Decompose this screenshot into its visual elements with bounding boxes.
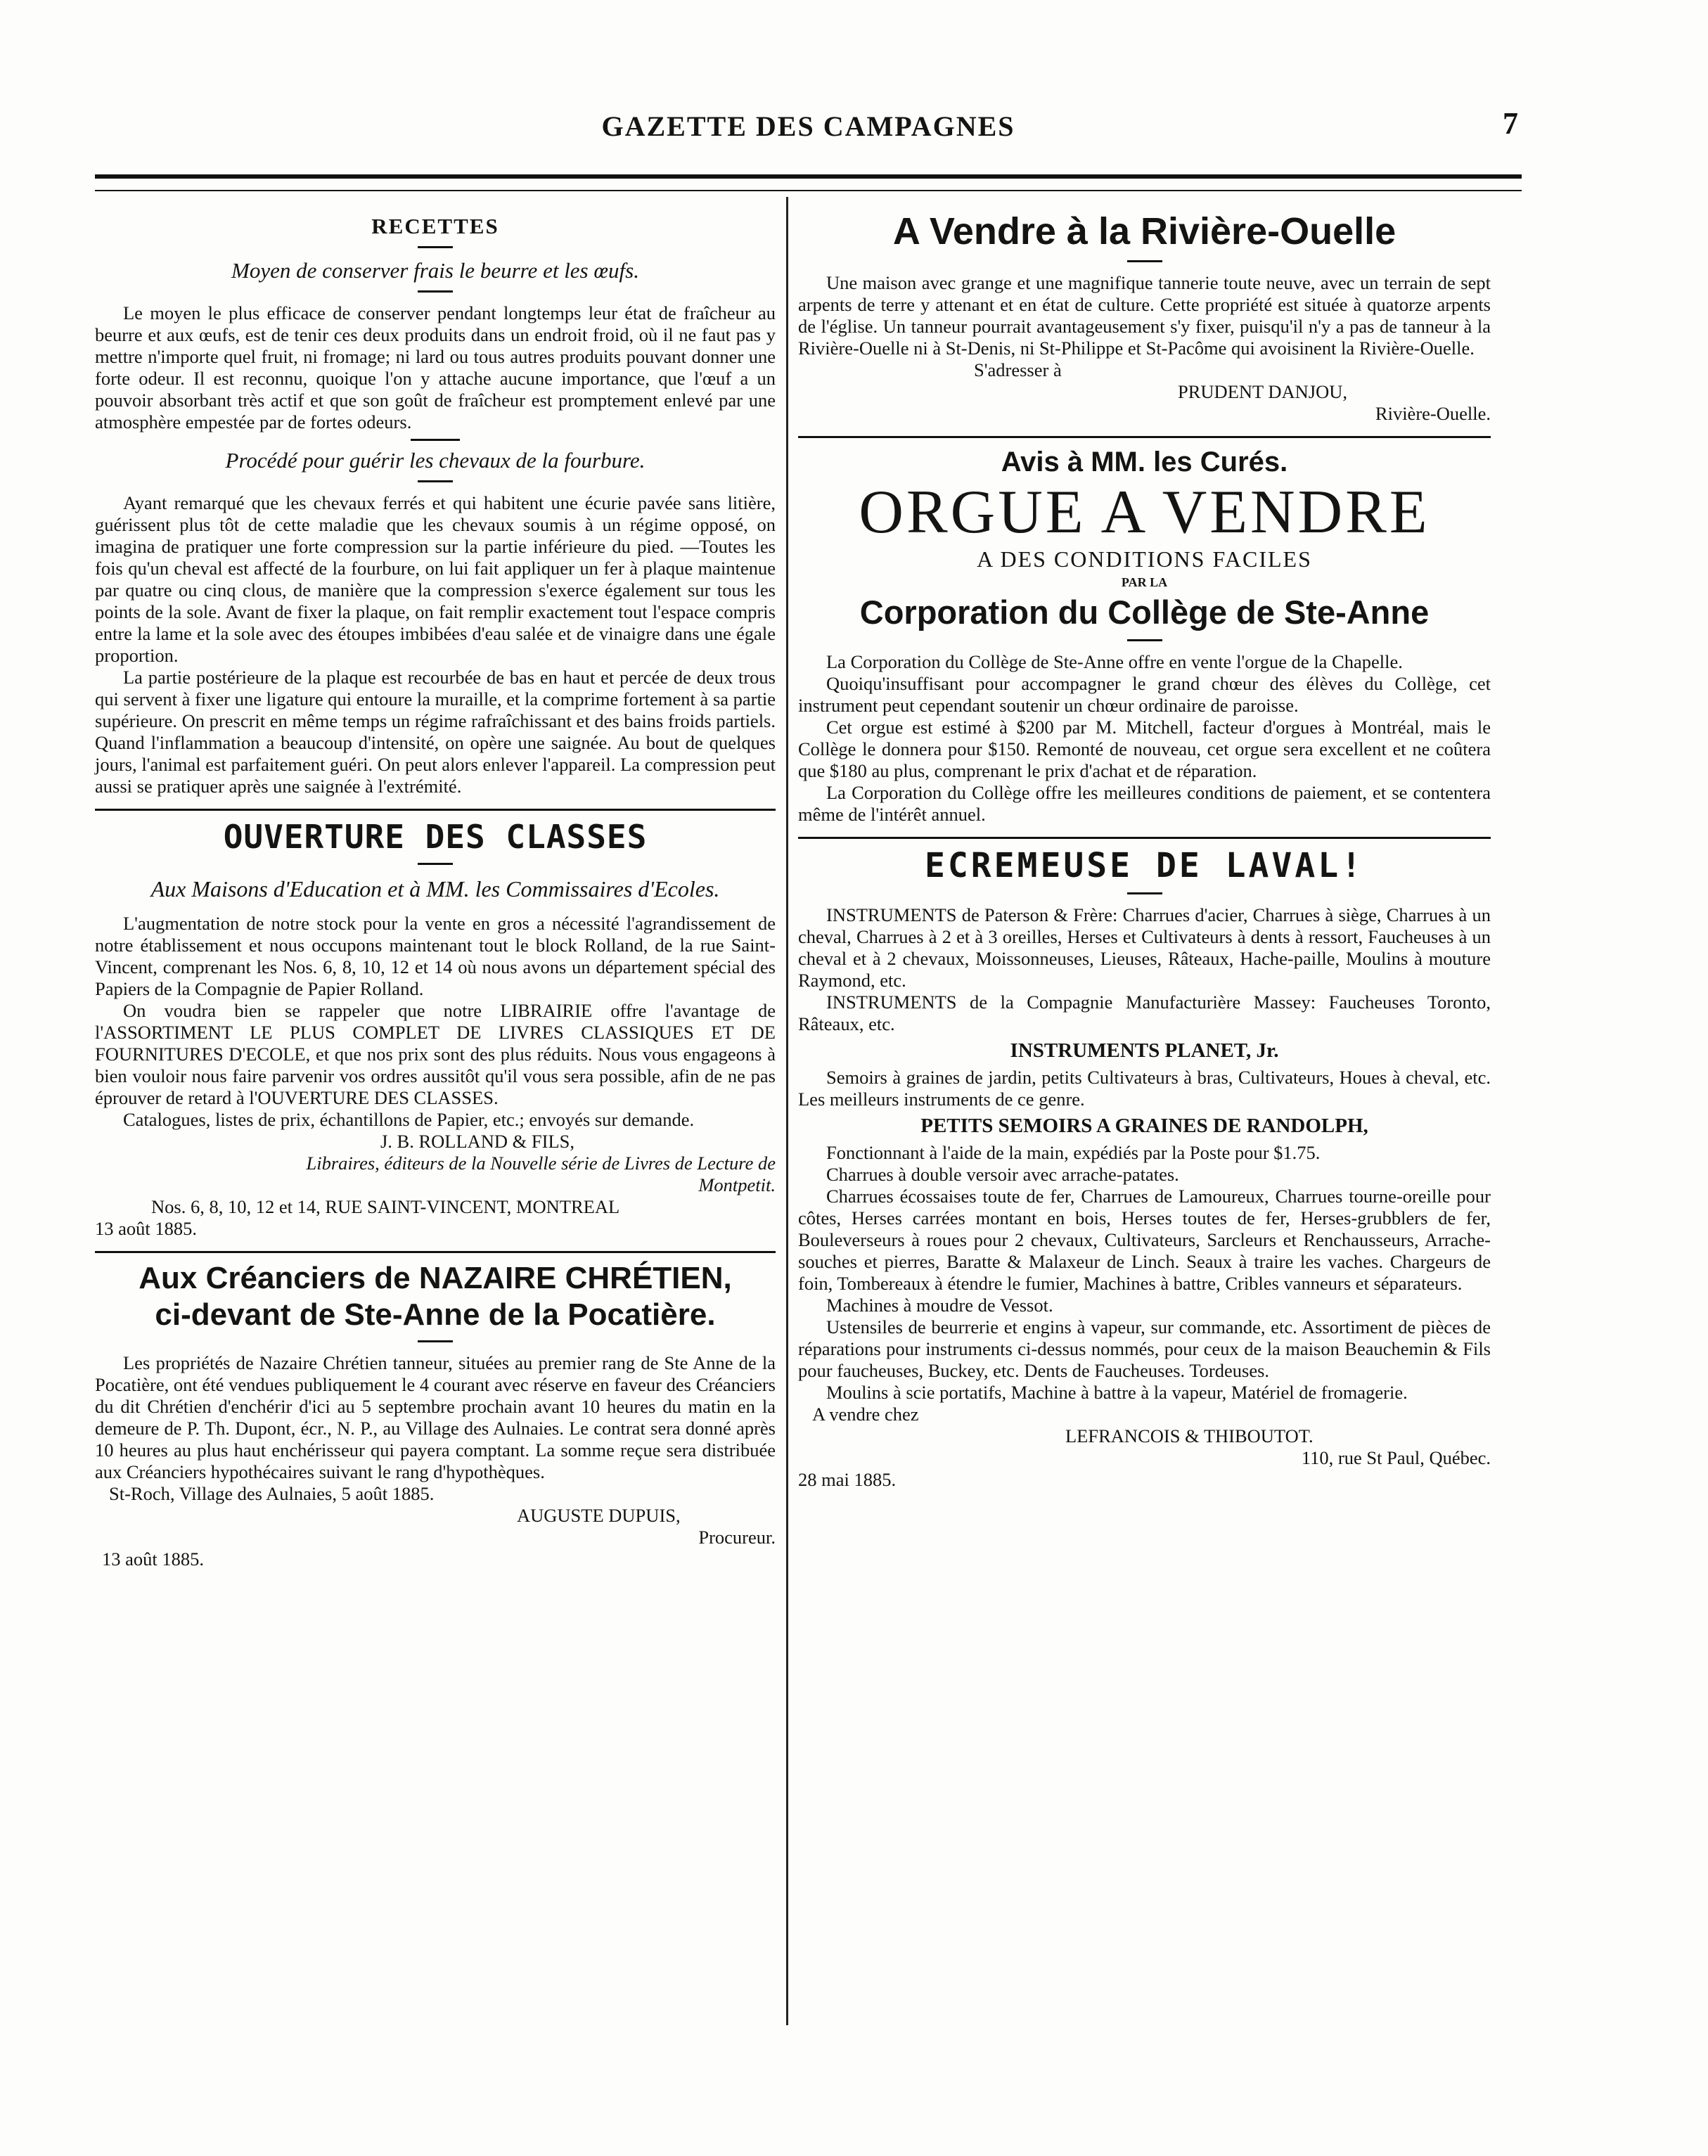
butter-subheading: Moyen de conserver frais le beurre et les œufs. bbox=[231, 258, 639, 283]
orgue-paragraph-1: La Corporation du Collège de Ste-Anne offre en vente l'orgue de la Chapelle. bbox=[826, 651, 1403, 672]
laval-paragraph-2: INSTRUMENTS de la Compagnie Manufacturière Massey: Faucheuses Toronto, Râteaux, etc. bbox=[798, 992, 1491, 1034]
randolph-heading: PETITS SEMOIRS A GRAINES DE RANDOLPH, bbox=[920, 1115, 1368, 1137]
dash bbox=[418, 480, 453, 482]
corporation-heading: Corporation du Collège de Ste-Anne bbox=[859, 593, 1430, 631]
vendre-heading: A Vendre à la Rivière-Ouelle bbox=[892, 210, 1396, 252]
laval-address: 110, rue St Paul, Québec. bbox=[1301, 1447, 1491, 1468]
laval-paragraph-3: Semoirs à graines de jardin, petits Cultivateurs à bras, Cultivateurs, Houes à cheval, etc. Les meilleurs instruments de ce genre. bbox=[798, 1067, 1491, 1110]
orgue-par: PAR LA bbox=[1121, 575, 1168, 589]
page-number: 7 bbox=[1503, 106, 1518, 141]
laval-paragraph-5: Charrues à double versoir avec arrache-patates. bbox=[826, 1164, 1179, 1185]
laval-paragraph-7: Machines à moudre de Vessot. bbox=[826, 1295, 1053, 1316]
avis-heading: Avis à MM. les Curés. bbox=[1001, 447, 1288, 477]
orgue-paragraph-4: La Corporation du Collège offre les meilleures conditions de paiement, et se contentera même de l'intérêt annuel. bbox=[798, 782, 1491, 825]
butter-paragraph: Le moyen le plus efficace de conserver pendant longtemps leur état de fraîcheur au beurre et aux œufs, est de tenir ces deux produits dans un endroit froid, où il ne faut pas y mettre n'importe quel fruit, ni fromage; ni lard ou tous autres produits pouvant donner une forte odeur. Il est reconnu, quoique l'on y attache aucune importance, que l'œuf a un pouvoir absorbant très actif et que son goût de fraîcheur est promptement enlevé par une atmosphère empestée par de fortes odeurs. bbox=[95, 302, 776, 432]
horse-paragraph-1: Ayant remarqué que les chevaux ferrés et qui habitent une écurie pavée sans litière, guérissent plus tôt de cette maladie que les chevaux soumis à un régime opposé, on imagina de pratiquer une forte compression sur la partie inférieure du pied. —Toutes les fois qu'un cheval est affecté de la fourbure, on lui fait appliquer un fer à plaque maintenue par quatre ou cinq clous, de manière que la compression s'exerce également sur tous les points de la sole. Avant de fixer la plaque, on fait remplir exactement tout l'espace compris entre la lame et la sole avec des étoupes imbibées d'eau salée et de vinaigre dans une égale proportion. bbox=[95, 492, 776, 666]
laval-date: 28 mai 1885. bbox=[798, 1469, 897, 1490]
header-rule bbox=[95, 174, 1522, 191]
ouverture-heading: OUVERTURE DES CLASSES bbox=[223, 818, 648, 856]
ouverture-paragraph-3: Catalogues, listes de prix, échantillons de Papier, etc.; envoyés sur demande. bbox=[123, 1109, 695, 1130]
horse-subheading: Procédé pour guérir les chevaux de la fourbure. bbox=[225, 448, 646, 473]
vendre-address-to: S'adresser à bbox=[974, 359, 1062, 380]
dash bbox=[418, 1340, 453, 1342]
laval-sell: A vendre chez bbox=[812, 1404, 919, 1425]
separator bbox=[95, 809, 776, 811]
planet-heading: INSTRUMENTS PLANET, Jr. bbox=[1010, 1039, 1279, 1062]
creanciers-heading-2: ci-devant de Ste-Anne de la Pocatière. bbox=[155, 1297, 716, 1332]
rolland-description: Libraires, éditeurs de la Nouvelle série de Livres de Lecture de Montpetit. bbox=[306, 1153, 776, 1195]
page-header bbox=[98, 105, 1518, 148]
laval-heading: ECREMEUSE DE LAVAL! bbox=[924, 846, 1365, 885]
separator bbox=[95, 1251, 776, 1253]
left-column bbox=[95, 204, 776, 1570]
orgue-conditions: A DES CONDITIONS FACILES bbox=[977, 546, 1312, 572]
laval-paragraph-4: Fonctionnant à l'aide de la main, expédiés par la Poste pour $1.75. bbox=[826, 1142, 1321, 1163]
ouverture-subheading: Aux Maisons d'Education et à MM. les Commissaires d'Ecoles. bbox=[150, 876, 720, 901]
dash bbox=[1127, 639, 1162, 641]
gazette-title: GAZETTE DES CAMPAGNES bbox=[601, 110, 1015, 142]
rolland-date: 13 août 1885. bbox=[95, 1218, 197, 1239]
orgue-headline: ORGUE A VENDRE bbox=[859, 478, 1430, 546]
vendre-paragraph: Une maison avec grange et une magnifique tannerie toute neuve, avec un terrain de sept arpents de terre y attenant et en état de culture. Cette propriété est située à quatorze arpents de l'église. Un tanneur pourrait avantageusement s'y fixer, puisqu'il n'y a pas de tanneur à la Rivière-Ouelle ni à St-Denis, ni St-Philippe et St-Pacôme qui avoisinent la Rivière-Ouelle. bbox=[798, 272, 1491, 359]
ouverture-paragraph-1: L'augmentation de notre stock pour la vente en gros a nécessité l'agrandissement de notre établissement et nous occupons maintenant tout le block Rolland, de la rue Saint-Vincent, comprenant les Nos. 6, 8, 10, 12 et 14 où nous avons un département spécial des Papiers de la Compagnie de Papier Rolland. bbox=[95, 913, 776, 999]
separator bbox=[798, 837, 1491, 839]
laval-paragraph-1: INSTRUMENTS de Paterson & Frère: Charrues d'acier, Charrues à siège, Charrues à un cheval, Charrues à 2 et à 3 oreilles, Herses et Cultivateurs à dents à ressort, Faucheuses à un cheval et à 2 chevaux, Moissonneuses, Lieuses, Râteaux, Hache-paille, Moulins à mouture Raymond, etc. bbox=[798, 904, 1491, 991]
creanciers-place: St-Roch, Village des Aulnaies, 5 août 1885. bbox=[109, 1483, 435, 1504]
orgue-paragraph-3: Cet orgue est estimé à $200 par M. Mitchell, facteur d'orgues à Montréal, mais le Collège le donnera pour $150. Remonté de nouveau, cet orgue sera excellent et ne coûtera que $180 au plus, comprenant le prix d'achat et de réparation. bbox=[798, 717, 1491, 781]
dash bbox=[1127, 260, 1162, 262]
creanciers-role: Procureur. bbox=[698, 1527, 776, 1548]
laval-paragraph-8: Ustensiles de beurrerie et engins à vapeur, sur commande, etc. Assortiment de pièces de réparations pour instruments ci-dessus nommés, pour ceux de la maison Beauchemin & Fils pour faucheuses, Buckey, etc. Dents de Faucheuses. Tordeuses. bbox=[798, 1316, 1491, 1381]
right-column bbox=[798, 204, 1491, 1491]
creanciers-heading-1: Aux Créanciers de NAZAIRE CHRÉTIEN, bbox=[139, 1261, 732, 1295]
laval-paragraph-6: Charrues écossaises toute de fer, Charrues de Lamoureux, Charrues tourne-oreille pour côtes, Herses carrées montant en bois, Herses toutes de fer, Herses-grubblers de fer, Bouleverseurs à roues pour 2 chevaux, Cultivateurs, Sarcleurs et Renchausseurs, Arrache-souches et pierres, Baratte & Malaxeur de Linch. Seaux à traire les vaches. Chargeurs de foin, Tombereaux à étendre le fumier, Machines à battre, Cribles vanneurs et séparateurs. bbox=[798, 1186, 1491, 1294]
column-divider bbox=[786, 197, 788, 2025]
vendre-name: PRUDENT DANJOU, bbox=[1178, 381, 1347, 402]
rule bbox=[411, 439, 460, 441]
laval-paragraph-9: Moulins à scie portatifs, Machine à battre à la vapeur, Matériel de fromagerie. bbox=[826, 1382, 1408, 1403]
ouverture-paragraph-2: On voudra bien se rappeler que notre LIBRAIRIE offre l'avantage de l'ASSORTIMENT LE PLUS COMPLET DE LIVRES CLASSIQUES ET DE FOURNITURES D'ECOLE, et que nos prix sont des plus réduits. Nous vous engageons à bien vouloir nous faire parvenir vos ordres aussitôt qu'il vous sera possible, afin de ne pas éprouver de retard à l'OUVERTURE DES CLASSES. bbox=[95, 1000, 776, 1108]
rolland-firm: J. B. ROLLAND & FILS, bbox=[380, 1131, 575, 1152]
dash bbox=[418, 246, 453, 248]
creanciers-paragraph: Les propriétés de Nazaire Chrétien tanneur, situées au premier rang de Ste Anne de la Pocatière, ont été vendues publiquement le 4 courant avec réserve en faveur des Créanciers du dit Chrétien d'enchérir d'ici au 5 septembre prochain avant 10 heures du matin en la demeure de P. Th. Dupont, écr., N. P., au Village des Aulnaies. Le contrat sera donné après 10 heures au plus haut enchérisseur qui payera comptant. La somme reçue sera distribuée aux Créanciers hypothécaires suivant le rang d'hypothèques. bbox=[95, 1352, 776, 1482]
dash bbox=[418, 290, 453, 293]
rolland-address: Nos. 6, 8, 10, 12 et 14, RUE SAINT-VINCENT, MONTREAL bbox=[151, 1196, 620, 1217]
orgue-paragraph-2: Quoiqu'insuffisant pour accompagner le grand chœur des élèves du Collège, cet instrument peut cependant soutenir un chœur ordinaire de paroisse. bbox=[798, 673, 1491, 716]
vendre-place: Rivière-Ouelle. bbox=[1375, 403, 1491, 424]
separator bbox=[798, 436, 1491, 438]
dash bbox=[1127, 892, 1162, 894]
recettes-heading: RECETTES bbox=[371, 214, 499, 238]
creanciers-date: 13 août 1885. bbox=[102, 1548, 204, 1570]
laval-firm: LEFRANCOIS & THIBOUTOT. bbox=[1065, 1425, 1314, 1446]
creanciers-name: AUGUSTE DUPUIS, bbox=[517, 1505, 681, 1526]
dash bbox=[418, 863, 453, 865]
horse-paragraph-2: La partie postérieure de la plaque est recourbée de bas en haut et percée de deux trous qui servent à fixer une ligature qui entoure la muraille, et la comprime fortement à sa partie supérieure. On prescrit en même temps un régime rafraîchissant et des bains froids partiels. Quand l'inflammation a beaucoup d'intensité, on opère une saignée. Au bout de quelques jours, l'animal est parfaitement guéri. On peut alors enlever l'appareil. La compression peut aussi se pratiquer après une saignée à l'extrémité. bbox=[95, 667, 776, 797]
